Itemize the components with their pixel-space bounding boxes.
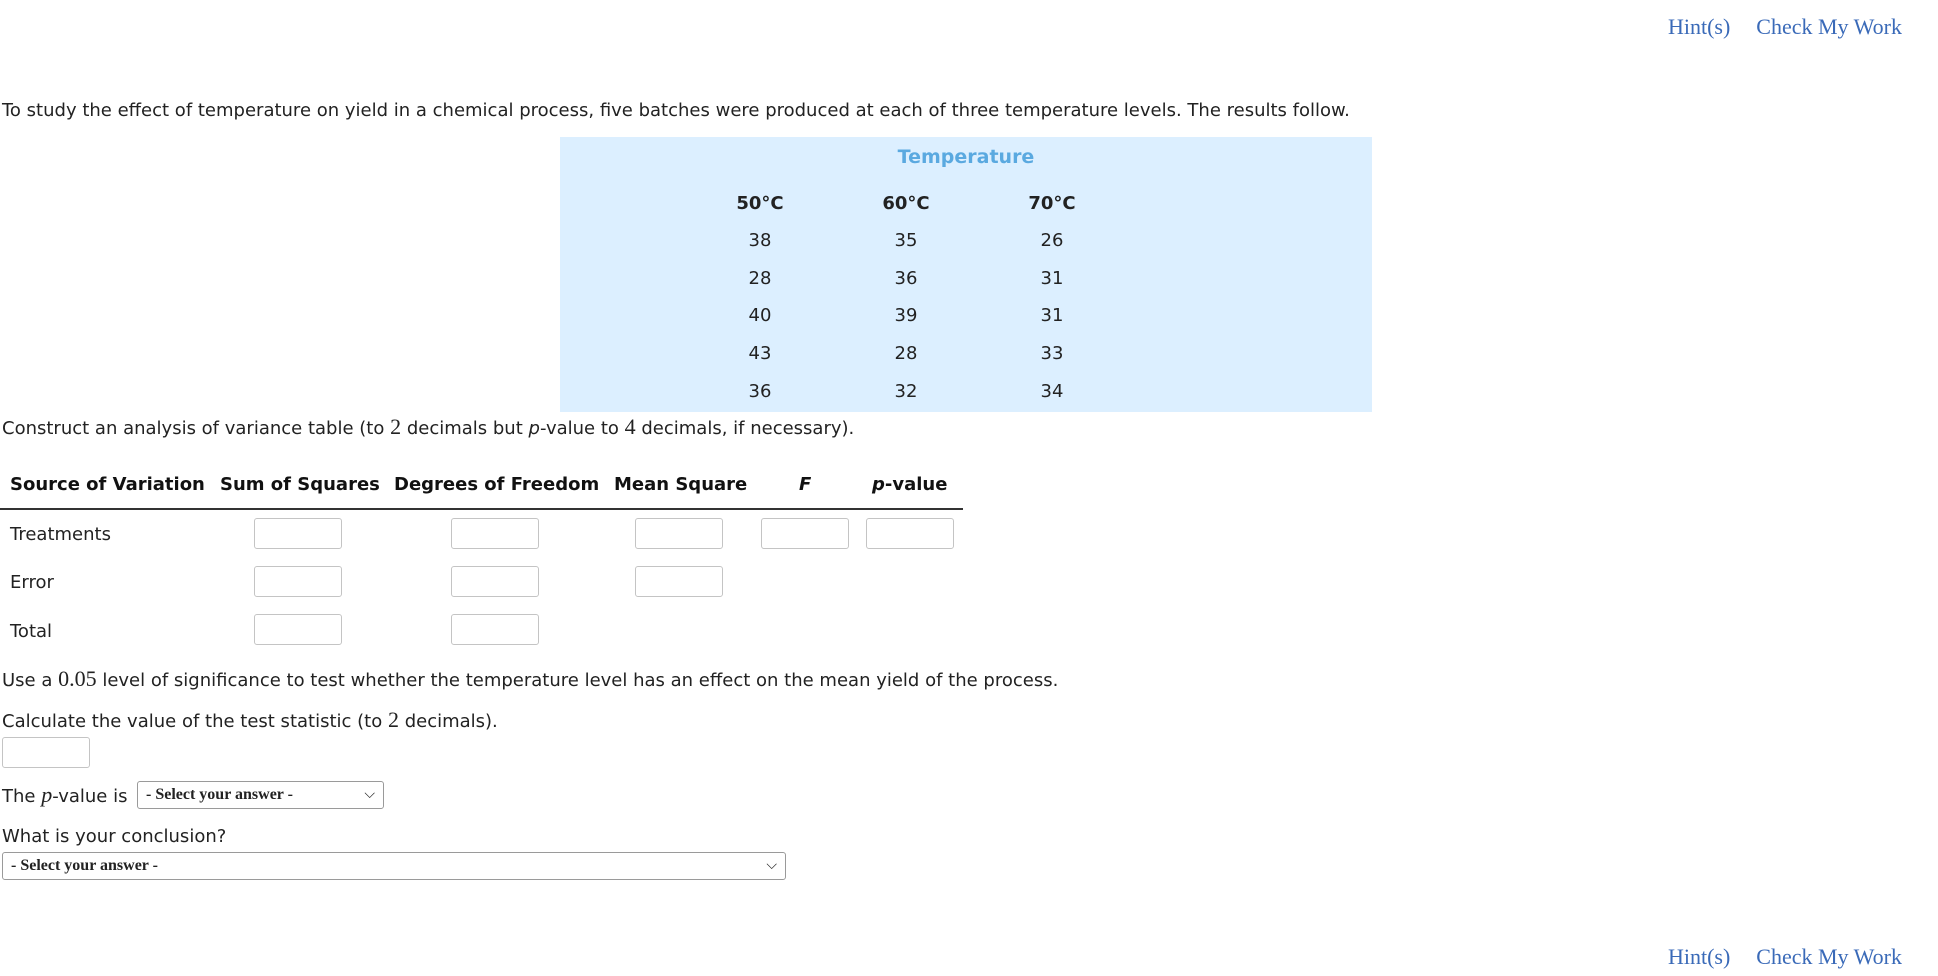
instruction-text: Construct an analysis of variance table (to (2, 418, 391, 439)
conclusion-select-value: - Select your answer - (11, 857, 158, 874)
table-cell: 35 (894, 230, 918, 251)
table-cell: 36 (748, 380, 772, 402)
test-statistic-input[interactable] (2, 737, 90, 768)
chevron-down-icon: ⌵ (766, 857, 777, 873)
column-header: 50°C (736, 193, 784, 214)
p-variable: p (872, 474, 885, 495)
header-mean-square: Mean Square (614, 474, 748, 495)
check-my-work-link[interactable]: Check My Work (1756, 944, 1902, 969)
column-header: 60°C (882, 193, 930, 214)
table-cell: 28 (894, 343, 918, 365)
table-cell: 28 (748, 267, 772, 289)
decimals-number: 2 (390, 414, 402, 439)
header-source: Source of Variation (10, 474, 205, 495)
table-cell: 39 (894, 305, 918, 327)
treatments-ms-input[interactable] (635, 518, 723, 549)
significance-post: level of significance to test whether the temperature level has an effect on the mean yield of the process. (96, 670, 1059, 691)
column-70c (992, 193, 1112, 418)
treatments-p-value-input[interactable] (866, 518, 954, 549)
anova-table-header (0, 470, 963, 510)
treatments-f-input[interactable] (761, 518, 849, 549)
alpha-value: 0.05 (58, 666, 97, 691)
hints-link[interactable]: Hint(s) (1667, 14, 1731, 39)
row-label-total: Total (10, 621, 53, 642)
header-p-value-suffix: -value (884, 474, 948, 495)
table-cell: 38 (748, 230, 772, 251)
decimals-number: 4 (624, 414, 636, 439)
p-value-post: -value is (52, 786, 128, 807)
conclusion-select[interactable] (2, 852, 786, 880)
row-label-treatments: Treatments (10, 524, 111, 545)
table-cell: 43 (748, 343, 772, 365)
p-value-select-value: - Select your answer - (146, 786, 293, 803)
table-cell: 26 (1040, 230, 1064, 251)
total-df-input[interactable] (451, 614, 539, 645)
p-variable: p (41, 782, 53, 807)
temperature-header: Temperature (897, 146, 1035, 168)
instruction-text: -value to (539, 418, 625, 439)
anova-instruction (2, 414, 854, 440)
chevron-down-icon: ⌵ (364, 786, 375, 802)
test-stat-post: decimals). (398, 711, 498, 732)
table-cell: 33 (1040, 343, 1064, 365)
treatments-ss-input[interactable] (254, 518, 342, 549)
header-sum-of-squares: Sum of Squares (220, 474, 380, 495)
decimals-number: 2 (387, 707, 399, 732)
p-variable: p (528, 418, 540, 439)
header-p-value (872, 474, 947, 495)
p-value-select[interactable] (137, 781, 384, 809)
treatments-df-input[interactable] (451, 518, 539, 549)
instruction-text: decimals, if necessary). (635, 418, 855, 439)
table-cell: 32 (894, 380, 918, 402)
bottom-links (1668, 944, 1902, 970)
top-links (1668, 14, 1902, 40)
row-label-error: Error (10, 572, 54, 593)
test-stat-pre: Calculate the value of the test statistic (to (2, 711, 388, 732)
column-50c (700, 193, 820, 418)
check-my-work-link[interactable]: Check My Work (1756, 14, 1902, 39)
p-value-prompt (2, 782, 127, 808)
p-value-pre: The (2, 786, 42, 807)
significance-pre: Use a (2, 670, 59, 691)
table-cell: 36 (894, 267, 918, 289)
error-df-input[interactable] (451, 566, 539, 597)
test-statistic-prompt (2, 707, 498, 733)
instruction-text: decimals but (401, 418, 529, 439)
error-ss-input[interactable] (254, 566, 342, 597)
significance-text (2, 666, 1058, 692)
total-ss-input[interactable] (254, 614, 342, 645)
table-cell: 40 (748, 305, 772, 327)
table-cell: 31 (1040, 267, 1064, 289)
column-60c (846, 193, 966, 418)
header-degrees-of-freedom: Degrees of Freedom (394, 474, 600, 495)
table-cell: 31 (1040, 305, 1064, 327)
intro-text: To study the effect of temperature on yield in a chemical process, five batches were produced at each of three temperature levels. The results follow. (2, 100, 1350, 121)
conclusion-question: What is your conclusion? (2, 826, 227, 847)
temperature-data-table (560, 137, 1372, 412)
header-f: F (799, 474, 812, 495)
table-cell: 34 (1040, 380, 1064, 402)
error-ms-input[interactable] (635, 566, 723, 597)
hints-link[interactable]: Hint(s) (1667, 944, 1731, 969)
column-header: 70°C (1028, 193, 1076, 214)
